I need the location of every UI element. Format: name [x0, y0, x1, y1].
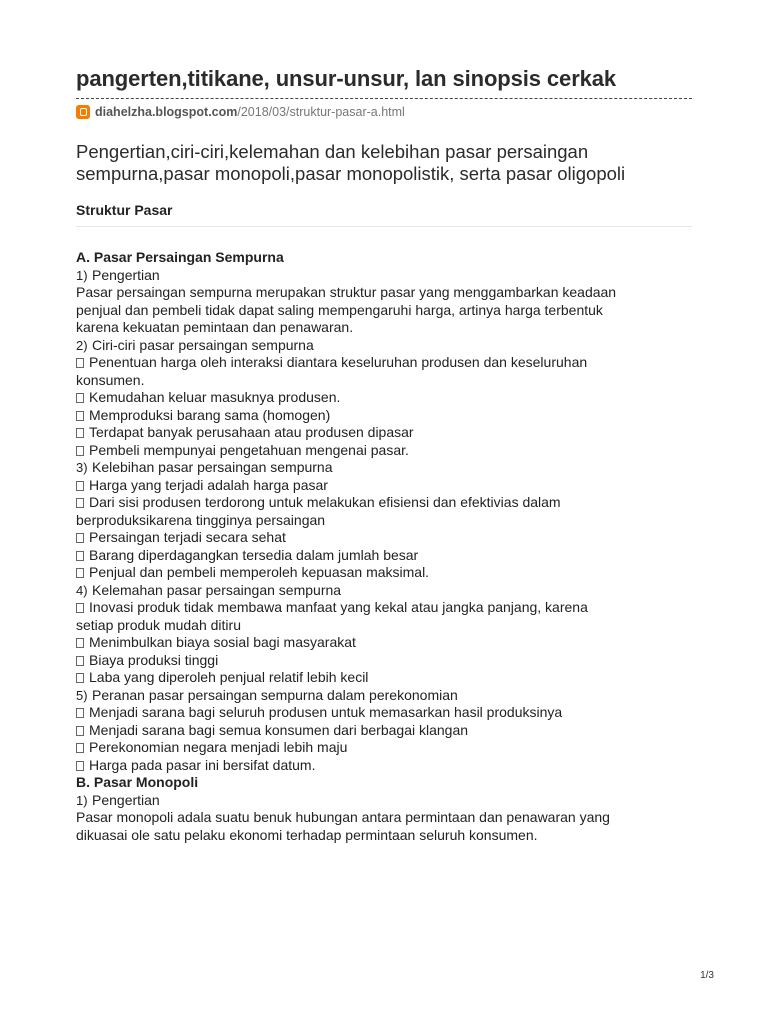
bullet-item	[76, 547, 696, 565]
bullet-item	[76, 722, 696, 740]
item-text: Pengertian	[92, 266, 160, 283]
bullet-text: Menjadi sarana bagi semua konsumen dari berbagai klangan	[89, 721, 469, 738]
missing-glyph-bullet-icon	[76, 761, 84, 771]
blogger-icon	[76, 105, 90, 119]
bullet-item	[76, 442, 696, 460]
bullet-text: Barang diperdagangkan tersedia dalam jumlah besar	[89, 546, 419, 563]
item-number: 4)	[76, 582, 88, 598]
missing-glyph-bullet-icon	[76, 533, 84, 543]
missing-glyph-bullet-icon	[76, 358, 84, 368]
page-number: 1/3	[700, 970, 714, 981]
missing-glyph-bullet-icon	[76, 551, 84, 561]
numbered-item	[76, 337, 696, 355]
subsection-heading: A. Pasar Persaingan Sempurna	[76, 249, 284, 265]
body-text-line: konsumen.	[76, 371, 145, 388]
bullet-item	[76, 599, 696, 617]
body-text-line: karena kekuatan pemintaan dan penawaran.	[76, 319, 354, 335]
dashed-divider	[76, 98, 692, 99]
item-text: Peranan pasar persaingan sempurna dalam perekonomian	[92, 686, 458, 703]
bullet-text: Laba yang diperoleh penjual relatif lebih kecil	[89, 669, 369, 685]
bullet-item	[76, 652, 696, 670]
missing-glyph-bullet-icon	[76, 411, 84, 421]
bullet-text: Kemudahan keluar masuknya produsen.	[89, 389, 341, 405]
item-number: 1)	[76, 267, 88, 283]
item-text: Kelemahan pasar persaingan sempurna	[92, 581, 342, 598]
article-heading	[76, 141, 696, 185]
bullet-text: Penjual dan pembeli memperoleh kepuasan maksimal.	[89, 564, 430, 580]
body-text-line: berproduksikarena tingginya persaingan	[76, 511, 326, 528]
missing-glyph-bullet-icon	[76, 708, 84, 718]
missing-glyph-bullet-icon	[76, 743, 84, 753]
bullet-text: Harga pada pasar ini bersifat datum.	[89, 756, 316, 773]
item-text: Ciri-ciri pasar persaingan sempurna	[92, 336, 314, 353]
missing-glyph-bullet-icon	[76, 428, 84, 438]
document-page	[76, 64, 696, 844]
item-text: Kelebihan pasar persaingan sempurna	[92, 459, 333, 475]
article-body	[76, 249, 696, 844]
missing-glyph-bullet-icon	[76, 498, 84, 508]
missing-glyph-bullet-icon	[76, 568, 84, 578]
bullet-text: Menimbulkan biaya sosial bagi masyarakat	[89, 634, 356, 650]
item-number: 3)	[76, 460, 88, 475]
bullet-text: Memproduksi barang sama (homogen)	[89, 406, 331, 423]
bullet-text: Menjadi sarana bagi seluruh produsen untuk memasarkan hasil produksinya	[89, 704, 563, 720]
bullet-text: Harga yang terjadi adalah harga pasar	[89, 476, 328, 493]
missing-glyph-bullet-icon	[76, 726, 84, 736]
bullet-item	[76, 529, 696, 547]
article-heading-line: sempurna,pasar monopoli,pasar monopolistik, serta pasar oligopoli	[76, 163, 626, 184]
bullet-text: Terdapat banyak perusahaan atau produsen dipasar	[89, 424, 414, 440]
item-text: Pengertian	[92, 791, 160, 808]
bullet-text: Penentuan harga oleh interaksi diantara keseluruhan produsen dan keseluruhan	[89, 354, 588, 370]
bullet-item	[76, 424, 696, 442]
bullet-item	[76, 634, 696, 652]
numbered-item	[76, 459, 696, 477]
numbered-item	[76, 582, 696, 600]
body-text-line: Pasar monopoli adala suatu benuk hubungan antara permintaan dan penawaran yang	[76, 809, 610, 825]
missing-glyph-bullet-icon	[76, 656, 84, 666]
missing-glyph-bullet-icon	[76, 673, 84, 683]
source-line	[76, 103, 696, 121]
bullet-item	[76, 564, 696, 582]
numbered-item	[76, 792, 696, 810]
body-text-line: Pasar persaingan sempurna merupakan struktur pasar yang menggambarkan keadaan	[76, 284, 617, 300]
body-text-line: setiap produk mudah ditiru	[76, 616, 241, 633]
bullet-text: Persaingan terjadi secara sehat	[89, 529, 286, 545]
bullet-item	[76, 669, 696, 687]
section-divider	[76, 226, 692, 227]
missing-glyph-bullet-icon	[76, 393, 84, 403]
page-title: pangerten,titikane, unsur-unsur, lan sinopsis cerkak	[76, 66, 617, 91]
bullet-item	[76, 704, 696, 722]
missing-glyph-bullet-icon	[76, 481, 84, 491]
item-number: 5)	[76, 687, 88, 703]
bullet-text: Dari sisi produsen terdorong untuk melakukan efisiensi dan efektivias dalam	[89, 494, 561, 510]
bullet-item	[76, 389, 696, 407]
item-number: 1)	[76, 792, 88, 808]
numbered-item	[76, 267, 696, 285]
missing-glyph-bullet-icon	[76, 603, 84, 613]
bullet-item	[76, 757, 696, 775]
article-heading-line: Pengertian,ciri-ciri,kelemahan dan kelebihan pasar persaingan	[76, 141, 589, 162]
section-title: Struktur Pasar	[76, 202, 173, 218]
bullet-item	[76, 354, 696, 372]
numbered-item	[76, 687, 696, 705]
source-domain[interactable]: diahelzha.blogspot.com	[95, 105, 238, 119]
bullet-item	[76, 494, 696, 512]
bullet-text: Inovasi produk tidak membawa manfaat yang kekal atau jangka panjang, karena	[89, 599, 588, 615]
bullet-text: Biaya produksi tinggi	[89, 651, 219, 668]
item-number: 2)	[76, 337, 88, 353]
subsection-heading: B. Pasar Monopoli	[76, 774, 199, 790]
body-text-line: dikuasai ole satu pelaku ekonomi terhadap permintaan seluruh konsumen.	[76, 826, 538, 843]
bullet-item	[76, 477, 696, 495]
bullet-text: Pembeli mempunyai pengetahuan mengenai pasar.	[89, 441, 409, 458]
missing-glyph-bullet-icon	[76, 638, 84, 648]
body-text-line: penjual dan pembeli tidak dapat saling mempengaruhi harga, artinya harga terbentuk	[76, 301, 603, 318]
source-path[interactable]: /2018/03/struktur-pasar-a.html	[237, 105, 405, 119]
missing-glyph-bullet-icon	[76, 446, 84, 456]
bullet-item	[76, 739, 696, 757]
bullet-text: Perekonomian negara menjadi lebih maju	[89, 739, 348, 755]
bullet-item	[76, 407, 696, 425]
